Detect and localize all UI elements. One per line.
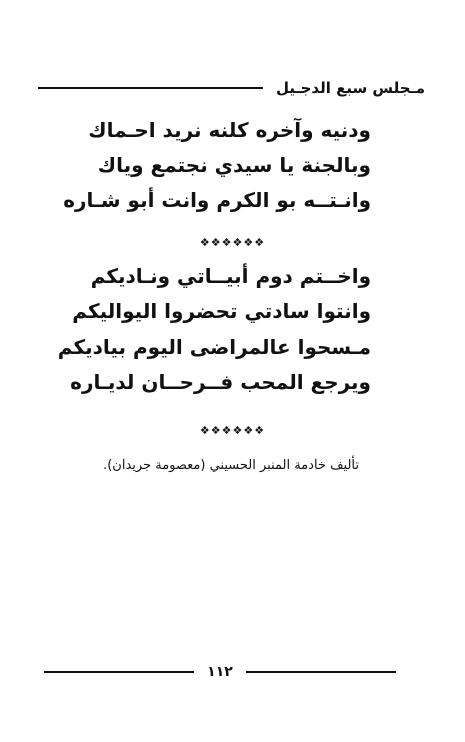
verse-line-3: وانـتــه بو الكرم وانت أبو شـاره bbox=[63, 188, 371, 212]
header-title: مـجلس سبع الدجـيل bbox=[275, 79, 425, 97]
ornament-divider-1: ❖❖❖❖❖❖ bbox=[199, 236, 266, 249]
page-number: ١١٢ bbox=[207, 664, 233, 680]
author-credit: تأليف خادمة المنبر الحسيني (معصومة جريدان). bbox=[103, 458, 359, 473]
verse-line-2: وبالجنة يا سيدي نجتمع وياك bbox=[97, 153, 371, 177]
verse-line-5: وانتوا سادتي تحضروا اليواليكم bbox=[72, 299, 371, 323]
footer-rule-right bbox=[246, 671, 396, 673]
verse-line-7: ويرجع المحب فــرحــان لديـاره bbox=[70, 370, 371, 394]
verse-line-6: مـسحوا عالمراضى اليوم بياديكم bbox=[57, 335, 371, 359]
header-rule bbox=[38, 87, 263, 89]
verse-line-4: واخــتم دوم أبيــاتي ونـاديكم bbox=[90, 264, 371, 288]
running-header bbox=[38, 76, 425, 100]
ornament-divider-2: ❖❖❖❖❖❖ bbox=[199, 424, 266, 437]
footer-rule-left bbox=[44, 671, 194, 673]
verse-line-1: ودنيه وآخره كلنه نريد احـماك bbox=[88, 118, 371, 142]
page-footer bbox=[44, 662, 396, 682]
